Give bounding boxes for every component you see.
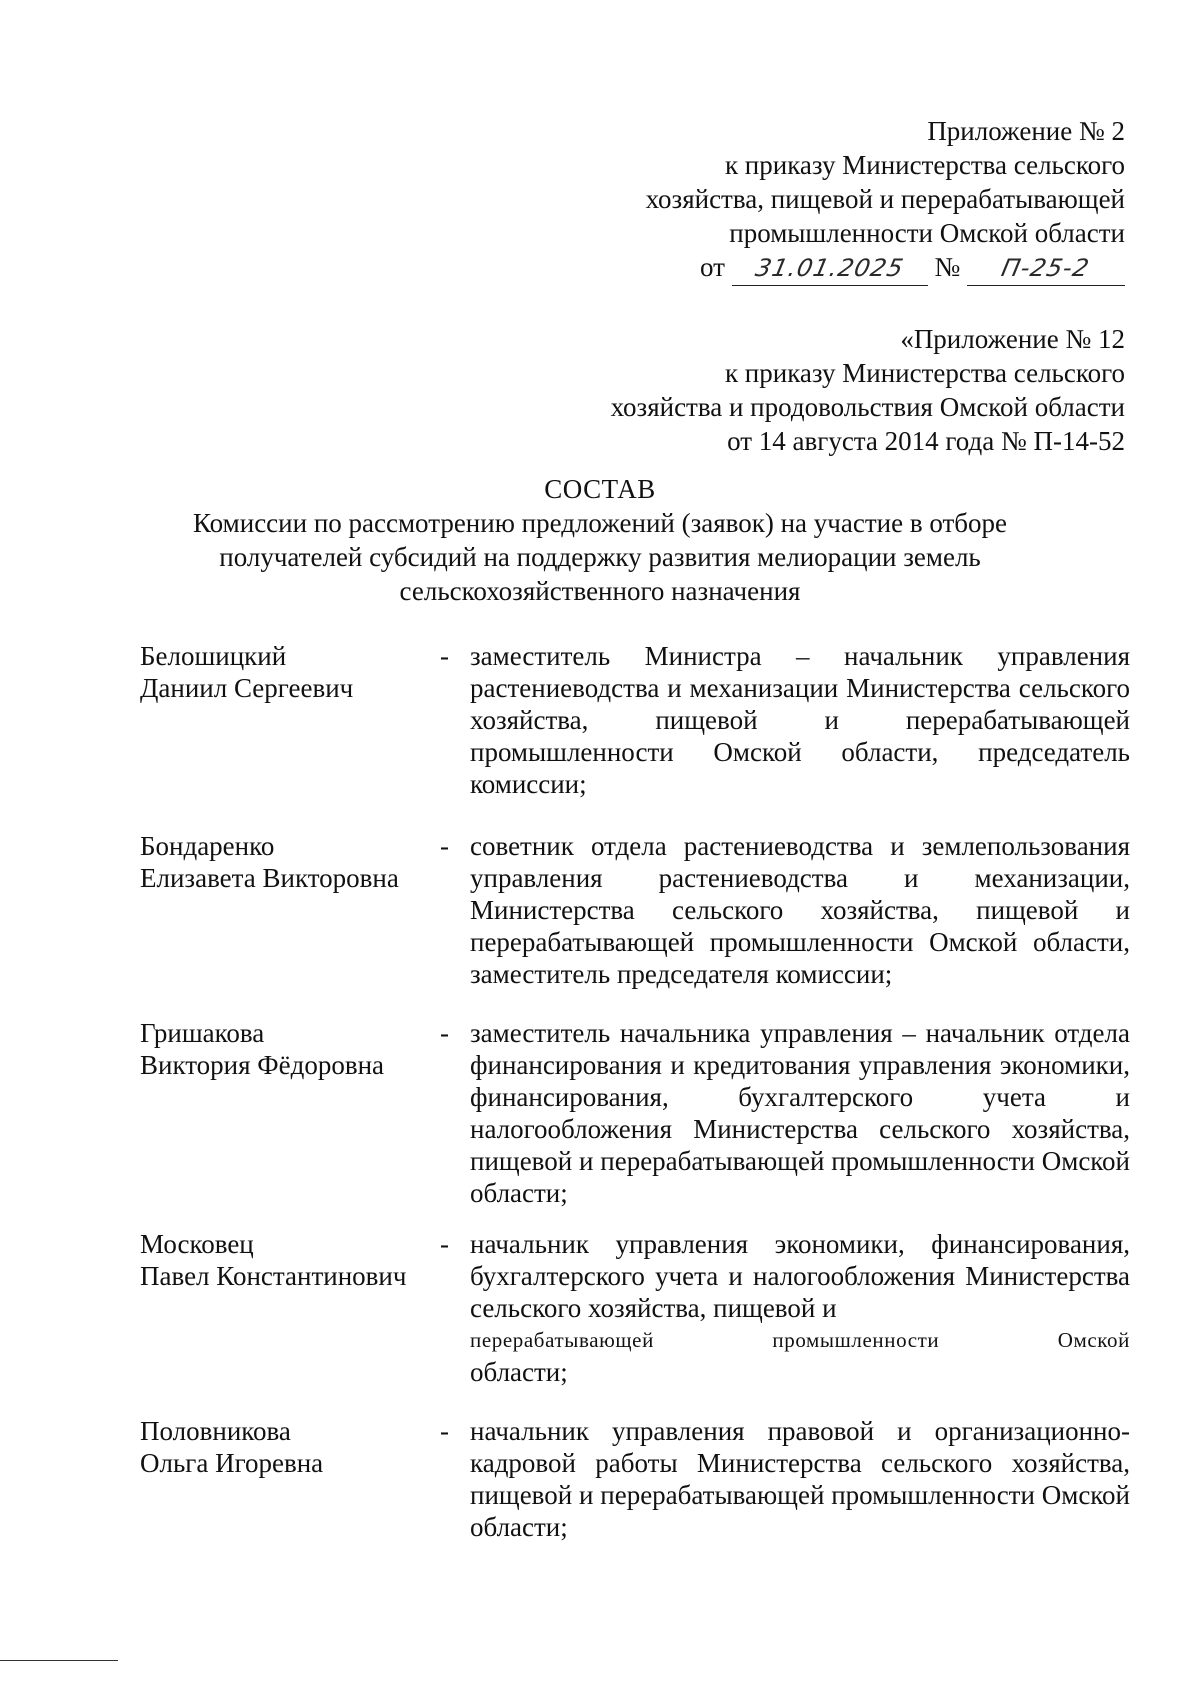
date-underline (732, 250, 928, 286)
appendix-12-line-4: от 14 августа 2014 года № П-14-52 (727, 426, 1125, 456)
appendix-2-line-3: хозяйства, пищевой и перерабатывающей (645, 184, 1125, 214)
member-role-part-2: перерабатывающей промышленности Омской (470, 1328, 1130, 1352)
member-role-part-3: области; (470, 1357, 568, 1387)
member-name (140, 830, 440, 894)
member-surname: Гришакова (140, 1018, 265, 1048)
member-surname: Бондаренко (140, 831, 275, 861)
title-line-2: получателей субсидий на поддержку развития мелиорации земель (219, 542, 981, 572)
member-role-part-1: начальник управления экономики, финансирования, бухгалтерского учета и налогообложения Министерства сельского хозяйства, пищевой и (470, 1229, 1130, 1323)
appendix-12-header (611, 322, 1125, 458)
member-name (140, 1228, 440, 1292)
appendix-12-line-1: «Приложение № 12 (900, 324, 1125, 354)
member-given-name: Елизавета Викторовна (140, 863, 399, 893)
date-prefix: от (700, 252, 725, 282)
title-main: СОСТАВ (544, 474, 656, 504)
member-dash: - (440, 1416, 449, 1446)
member-dash: - (440, 641, 449, 671)
page-edge-line (0, 1660, 118, 1661)
member-surname: Белошицкий (140, 641, 287, 671)
appendix-12-line-3: хозяйства и продовольствия Омской области (610, 392, 1125, 422)
member-surname: Московец (140, 1229, 254, 1259)
appendix-2-line-4: промышленности Омской области (729, 218, 1125, 248)
member-given-name: Ольга Игоревна (140, 1448, 324, 1478)
appendix-2-date-row (646, 250, 1125, 286)
title-line-3: сельскохозяйственного назначения (399, 576, 801, 606)
member-given-name: Павел Константинович (140, 1261, 407, 1291)
handwritten-number: П-25-2 (999, 254, 1093, 282)
member-role: заместитель начальника управления – начальник отдела финансирования и кредитования управления экономики, финансирования, бухгалтерского учета и налогообложения Министерства сельского хозяйства, пищевой и перерабатывающей промышленности Омской области; (470, 1018, 1130, 1208)
appendix-2-line-2: к приказу Министерства сельского (724, 150, 1125, 180)
document-title (160, 472, 1040, 608)
handwritten-date: 31.01.2025 (753, 254, 907, 282)
appendix-2-line-1: Приложение № 2 (927, 116, 1125, 146)
appendix-12-line-2: к приказу Министерства сельского (724, 358, 1125, 388)
member-given-name: Виктория Фёдоровна (140, 1050, 385, 1080)
member-given-name: Даниил Сергеевич (140, 673, 354, 703)
member-role: советник отдела растениеводства и землепользования управления растениеводства и механизации, Министерства сельского хозяйства, пищевой и перерабатывающей промышленности Омской области, заместитель председателя комиссии; (470, 831, 1130, 989)
member-role: начальник управления правовой и организационно-кадровой работы Министерства сельского хозяйства, пищевой и перерабатывающей промышленности Омской области; (470, 1416, 1130, 1542)
member-role (470, 1228, 1130, 1388)
member-dash: - (440, 831, 449, 861)
member-name (140, 1017, 440, 1081)
member-surname: Половникова (140, 1416, 291, 1446)
title-line-1: Комиссии по рассмотрению предложений (заявок) на участие в отборе (193, 508, 1007, 538)
member-role: заместитель Министра – начальник управления растениеводства и механизации Министерства сельского хозяйства, пищевой и перерабатывающей промышленности Омской области, председатель комиссии; (470, 641, 1130, 799)
appendix-2-header (646, 114, 1125, 286)
number-underline (967, 250, 1125, 286)
member-dash: - (440, 1229, 449, 1259)
member-name (140, 640, 440, 704)
number-prefix: № (934, 252, 961, 282)
member-dash: - (440, 1018, 449, 1048)
member-name (140, 1415, 440, 1479)
